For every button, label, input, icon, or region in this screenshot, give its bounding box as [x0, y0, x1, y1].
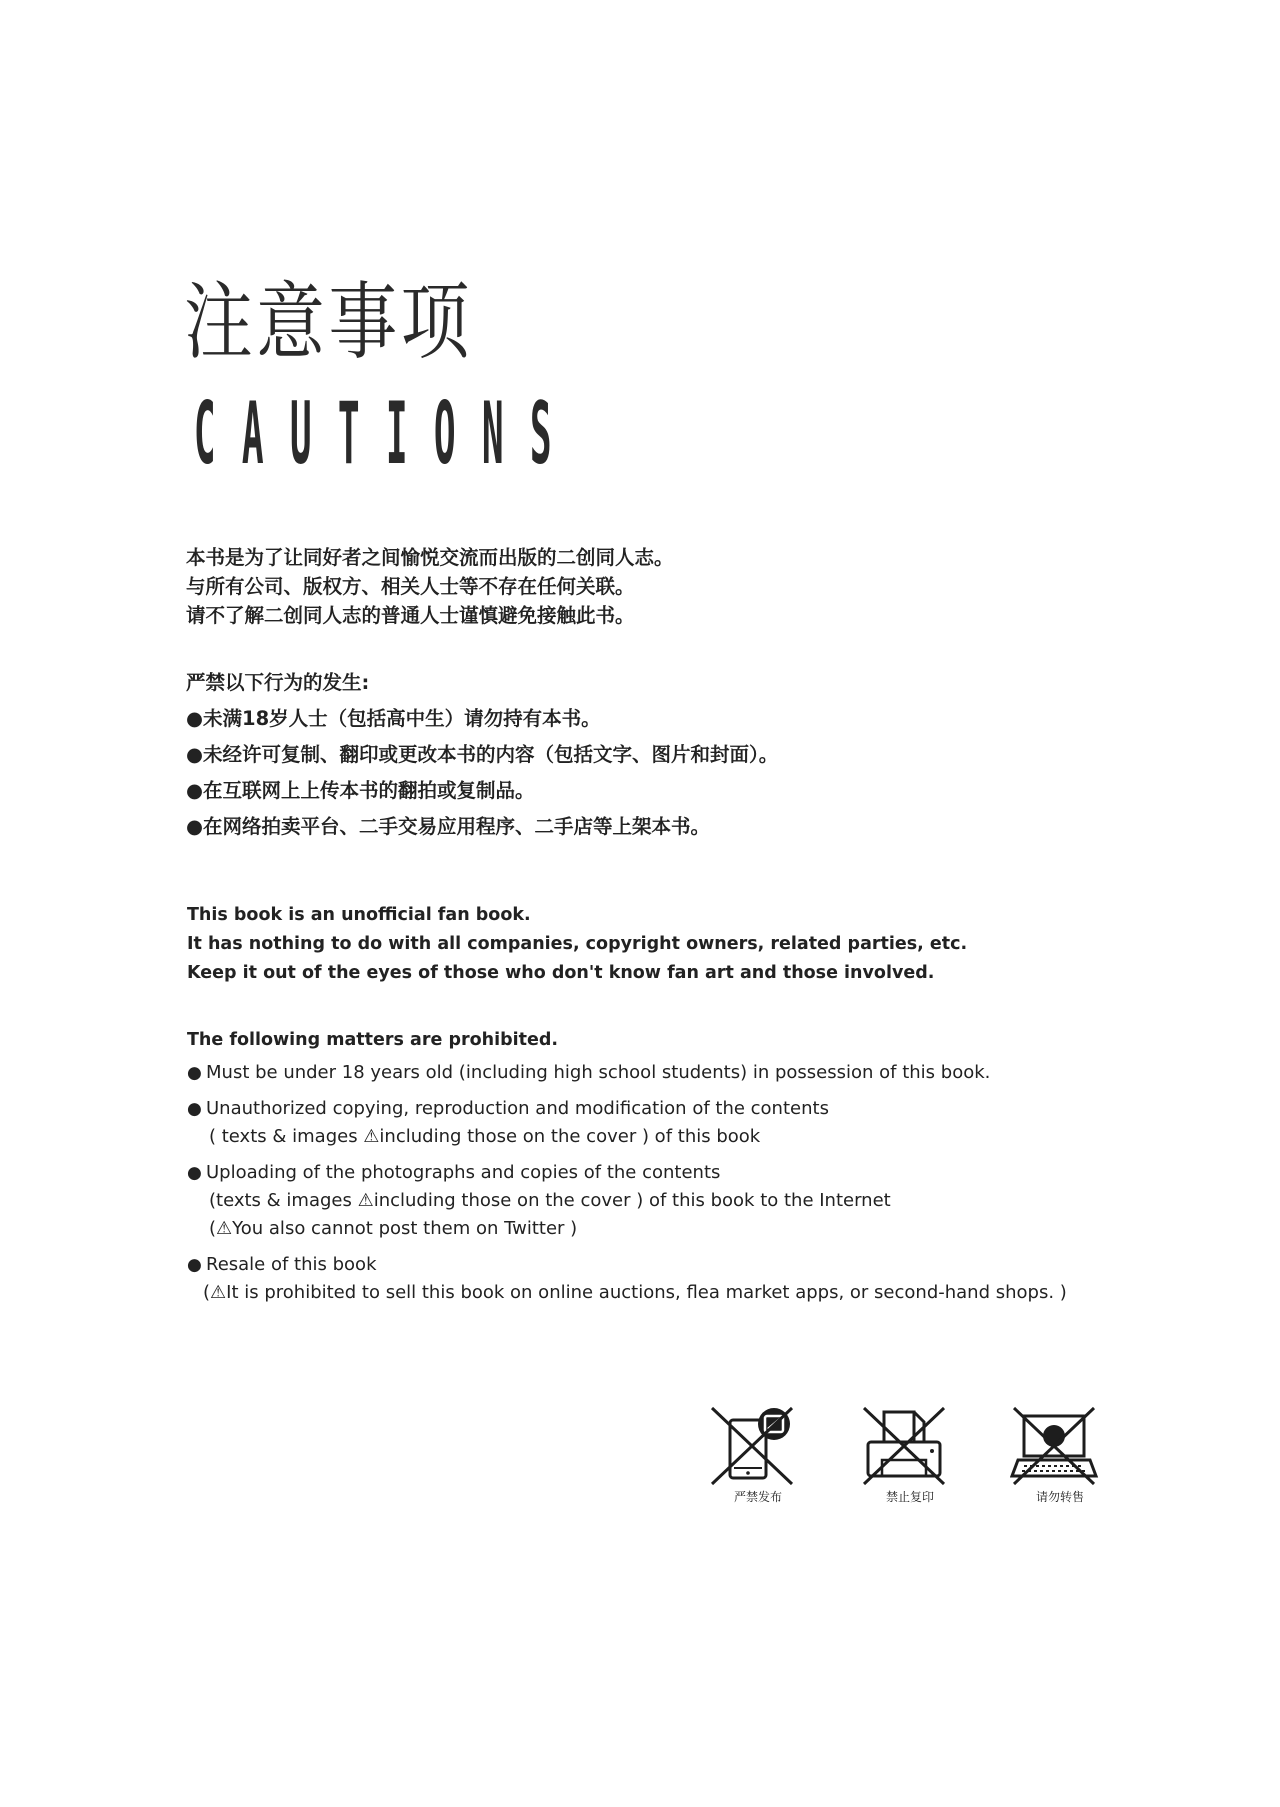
- prohibition-icons: [708, 1404, 1108, 1504]
- chinese-intro-line: 与所有公司、版权方、相关人士等不存在任何关联。: [186, 575, 635, 598]
- english-rule-item: [187, 1095, 1067, 1151]
- chinese-rule-item: ●未经许可复制、翻印或更改本书的内容（包括文字、图片和封面）。: [186, 743, 779, 766]
- english-intro: [187, 901, 967, 988]
- title-letter: O: [433, 384, 456, 484]
- title-letter: C: [193, 384, 216, 484]
- english-rule-line: ( texts & images ⚠including those on the cover ) of this book: [209, 1126, 761, 1147]
- english-rule-line: Must be under 18 years old (including high school students) in possession of this book.: [206, 1062, 991, 1083]
- chinese-rules-heading: 严禁以下行为的发生:: [186, 671, 370, 694]
- english-rule-item: [187, 1159, 1067, 1243]
- title-letter: N: [481, 384, 504, 484]
- no-resale-laptop-icon: [1010, 1404, 1110, 1504]
- bullet: ●: [187, 1163, 202, 1183]
- icon-caption: 严禁发布: [733, 1490, 782, 1504]
- chinese-rule-item: ●未满18岁人士（包括高中生）请勿持有本书。: [186, 707, 601, 730]
- chinese-intro: [186, 543, 674, 630]
- english-intro-line: This book is an unofficial fan book.: [187, 905, 531, 925]
- english-rule-line: Unauthorized copying, reproduction and modification of the contents: [206, 1098, 829, 1119]
- english-intro-line: Keep it out of the eyes of those who don't know fan art and those involved.: [187, 963, 935, 983]
- english-intro-line: It has nothing to do with all companies, copyright owners, related parties, etc.: [187, 934, 968, 954]
- no-copying-printer-icon: [860, 1404, 960, 1504]
- bullet: ●: [187, 1255, 202, 1275]
- title-letter: U: [289, 384, 312, 484]
- chinese-rule-item: ●在网络拍卖平台、二手交易应用程序、二手店等上架本书。: [186, 815, 711, 838]
- english-rule-line: Resale of this book: [206, 1254, 377, 1275]
- english-rule-line: Uploading of the photographs and copies of the contents: [206, 1162, 721, 1183]
- chinese-intro-line: 请不了解二创同人志的普通人士谨慎避免接触此书。: [186, 604, 635, 627]
- title-chinese: 注意事项: [184, 273, 473, 371]
- english-rules-heading: The following matters are prohibited.: [187, 1030, 559, 1050]
- bullet: ●: [187, 1099, 202, 1119]
- english-rule-line: (⚠You also cannot post them on Twitter ): [209, 1218, 578, 1239]
- icon-caption: 禁止复印: [885, 1490, 934, 1504]
- chinese-rules: [186, 665, 778, 845]
- title-letter: T: [337, 384, 360, 484]
- english-rule-item: [187, 1251, 1067, 1307]
- english-rule-line: (texts & images ⚠including those on the cover ) of this book to the Internet: [209, 1190, 891, 1211]
- title-letter: I: [385, 384, 408, 484]
- title-english: [184, 384, 554, 484]
- title-letter: S: [529, 384, 552, 484]
- english-rules: [187, 1025, 1067, 1315]
- no-posting-phone-icon: [708, 1404, 808, 1504]
- english-rule-item: [187, 1059, 1067, 1087]
- english-rule-line: (⚠It is prohibited to sell this book on online auctions, flea market apps, or second-hand shops. ): [203, 1282, 1067, 1303]
- chinese-rule-item: ●在互联网上上传本书的翻拍或复制品。: [186, 779, 535, 802]
- title-letter: A: [241, 384, 264, 484]
- icon-caption: 请勿转售: [1035, 1490, 1084, 1504]
- chinese-intro-line: 本书是为了让同好者之间愉悦交流而出版的二创同人志。: [186, 546, 674, 569]
- bullet: ●: [187, 1063, 202, 1083]
